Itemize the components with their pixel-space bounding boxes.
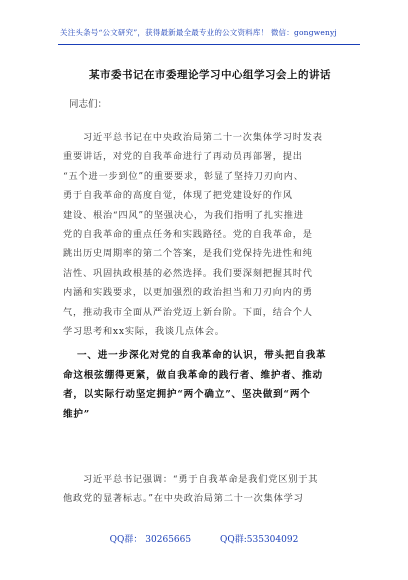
heading-line: 维护” [63, 408, 91, 420]
header-divider [58, 44, 360, 45]
heading-line: 者，以实际行动坚定拥护“两个确立”、坚决做到“两个 [63, 389, 311, 401]
intro-paragraph [63, 128, 361, 341]
paragraph-line: “五个进一步到位”的重要要求，彰显了坚持刀刃向内、 [63, 170, 304, 182]
heading-line: 命这根弦绷得更紧，做自我革命的践行者、维护者、推动 [63, 369, 323, 381]
paragraph-line: 他政党的显著标志。”在中央政治局第二十一次集体学习 [63, 493, 304, 505]
section-1-heading [63, 346, 363, 424]
section-1-body [63, 470, 361, 509]
paragraph-line: 建设、根治“四风”的坚强决心，为我们指明了扎实推进 [63, 209, 304, 221]
qq-group-1: QQ群： 30265665 [109, 535, 192, 545]
paragraph-line: 习近平总书记在中央政治局第二十一次集体学习时发表 [83, 132, 323, 143]
qq-group-2: QQ群:535304092 [219, 535, 299, 545]
paragraph-line: 党的自我革命的重点任务和实践路径。党的自我革命，是 [63, 229, 313, 241]
document-title: 某市委书记在市委理论学习中心组学习会上的讲话 [89, 69, 331, 81]
paragraph-line: 气，推动我市全面从严治党迈上新台阶。下面，结合个人 [63, 306, 313, 318]
paragraph-line: 学习思考和xx实际，我谈几点体会。 [63, 326, 225, 338]
footer [0, 532, 408, 545]
paragraph-line: 重要讲话，对党的自我革命进行了再动员再部署，提出 [63, 151, 303, 163]
paragraph-line: 勇于自我革命的高度自觉，体现了把党建设好的作风 [63, 190, 293, 202]
paragraph-line: 跳出历史周期率的第二个答案，是我们党保持先进性和纯 [63, 248, 313, 260]
heading-line: 一、进一步深化对党的自我革命的认识，带头把自我革 [77, 350, 327, 361]
paragraph-line: 洁性、巩固执政根基的必然选择。我们要深刻把握其时代 [63, 267, 313, 279]
header-banner: 关注头条号“公文研究”，获得最新最全最专业的公文资料库！ 微信：gongwenyj [60, 28, 337, 37]
paragraph-line: 习近平总书记强调：“勇于自我革命是我们党区别于其 [83, 474, 319, 485]
paragraph-line: 内涵和实践要求，以更加强烈的政治担当和刀刃向内的勇 [63, 287, 313, 299]
salutation: 同志们： [69, 99, 108, 110]
